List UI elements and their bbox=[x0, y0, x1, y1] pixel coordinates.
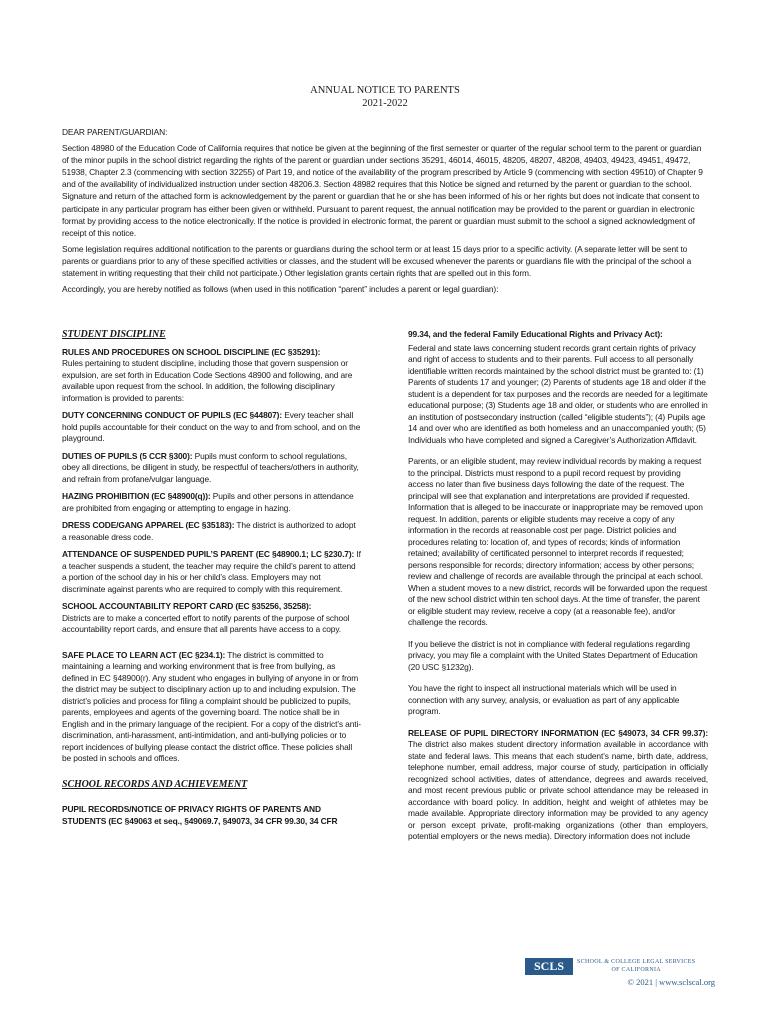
rules-body: Rules pertaining to student discipline, including those that govern suspension or expulsion, are set forth in Education Code Sections 48900 and following, and are available upon request from the school. In addition, the following disciplinary information is provided to parents: bbox=[62, 358, 353, 403]
hazing-body: Pupils and other persons in attendance are prohibited from engaging or attempting to engage in hazing. bbox=[62, 491, 354, 513]
logo-line-1: SCHOOL & COLLEGE LEGAL SERVICES bbox=[577, 959, 696, 965]
directory-info-item bbox=[408, 728, 708, 843]
duties-item bbox=[62, 451, 362, 486]
copyright-text: © 2021 | www.sclscal.org bbox=[627, 977, 715, 987]
sarc-item bbox=[62, 601, 362, 636]
records-access-paragraph: Federal and state laws concerning student records grant certain rights of privacy and right of access to students and to their parents. Full access to all personally identifiable written records maintained by the school district must be granted to: (1) Parents of students 17 and younger; (2) Parents of students age 18 and older if the student is a dependent for tax purposes and the records are needed for a legitimate educational purpose; (3) Students age 18 and older, or students who are enrolled in an institution of postsecondary instruction (called “eligible students”); (4) Pupils age 14 and over who are identified as both homeless and an unaccompanied youth; (5) Individuals who have completed and signed a Caregiver’s Authorization Affidavit. bbox=[408, 342, 708, 445]
safe-place-heading: SAFE PLACE TO LEARN ACT (EC §234.1): bbox=[62, 649, 226, 660]
hazing-item bbox=[62, 491, 362, 514]
rules-item bbox=[62, 347, 362, 405]
duty-item bbox=[62, 410, 362, 445]
pupil-records-heading: PUPIL RECORDS/NOTICE OF PRIVACY RIGHTS OF PARENTS AND STUDENTS (EC §49063 et seq., §49069.7, §49073, 34 CFR 99.30, 34 CFR bbox=[62, 804, 338, 826]
duties-heading: DUTIES OF PUPILS (5 CCR §300): bbox=[62, 450, 193, 461]
sarc-heading: SCHOOL ACCOUNTABILITY REPORT CARD (EC §35256, 35258): bbox=[62, 601, 312, 611]
dress-heading: DRESS CODE/GANG APPAREL (EC §35183): bbox=[62, 520, 235, 530]
left-column bbox=[62, 329, 362, 833]
section-heading-discipline: STUDENT DISCIPLINE bbox=[62, 329, 166, 340]
pupil-records-heading-cont: 99.34, and the federal Family Educational Rights and Privacy Act): bbox=[408, 329, 663, 339]
sarc-body: Districts are to make a concerted effort to notify parents of the purpose of school accountability report cards, and ensure that all parents have access to a copy. bbox=[62, 612, 350, 634]
instructional-materials-paragraph: You have the right to inspect all instructional materials which will be used in connection with any survey, analysis, or evaluation as part of any applicable program. bbox=[408, 683, 680, 716]
scls-logo-text bbox=[577, 958, 695, 974]
right-column bbox=[408, 329, 708, 849]
duty-body: Every teacher shall hold pupils accountable for their conduct on the way to and from school, and on the playground. bbox=[62, 410, 361, 443]
duty-heading: DUTY CONCERNING CONDUCT OF PUPILS (EC §44807): bbox=[62, 410, 283, 420]
title-line: ANNUAL NOTICE TO PARENTS bbox=[310, 85, 460, 96]
hazing-heading: HAZING PROHIBITION (EC §48900(q)): bbox=[62, 491, 211, 501]
intro-section bbox=[62, 126, 710, 299]
document-title bbox=[0, 85, 770, 110]
dress-item bbox=[62, 520, 362, 543]
attendance-body: If a teacher suspends a student, the teacher may require the child’s parent to attend a portion of the school day in his or her child’s class. Employers may not discriminate against parents who are required to comply with this requirement. bbox=[62, 549, 361, 594]
footer-logo-block bbox=[525, 958, 715, 988]
records-review-paragraph: Parents, or an eligible student, may review individual records by making a request to the principal. Districts must respond to a pupil record request by providing access no later than five business days following the date of the request. The principal will see that explanation and interpretations are provided if requested. Information that is alleged to be inaccurate or inappropriate may be removed upon request. In addition, parents or eligible students may receive a copy of any information in the records at reasonable cost per page. District policies and procedures relating to: location of, and types of records; kinds of information retained; availability of certificated personnel to interpret records if requested; persons responsible for records; directory information; access by other persons; review and challenge of records are available through the principal at each school. When a student moves to a new district, records will be forwarded upon the request of the new school district within ten school days. At the time of transfer, the parent or eligible student may review, receive a copy (at a reasonable fee), and/or challenge the records. bbox=[408, 456, 708, 627]
rules-heading: RULES AND PROCEDURES ON SCHOOL DISCIPLINE (EC §35291): bbox=[62, 346, 321, 357]
safe-place-body: The district is committed to maintaining a learning and working environment that is free from bullying, as defined in EC §48900(r). Any student who engages in bullying of anyone in or from the district may be subject to disciplinary action up to and including expulsion. The district’s policies and process for filing a complaint should be publicized to pupils, parents, employees and agents of the governing board. The notice shall be in English and in the primary language of the recipient. For a copy of the district’s anti-discrimination, anti-harassment, anti-intimidation, and anti-bullying policies or to report incidences of bullying please contact the district office. These policies shall be posted in schools and offices. bbox=[62, 649, 361, 763]
dress-body: The district is authorized to adopt a reasonable dress code. bbox=[62, 520, 356, 542]
attendance-heading: ATTENDANCE OF SUSPENDED PUPIL’S PARENT (EC §48900.1; LC §230.7): bbox=[62, 549, 355, 559]
intro-paragraph-2: Some legislation requires additional notification to the parents or guardians during the school term or at least 15 days prior to a specific activity. (A separate letter will be sent to parents or guardians prior to any of these specified activities or classes, and the student will be excused whenever the parents or guardians file with the principal of the school a statement in writing requesting that their child not participate.) Other legislation grants certain rights that are spelled out in this form. bbox=[62, 243, 692, 279]
scls-logo: SCLS bbox=[525, 958, 573, 975]
salutation: DEAR PARENT/GUARDIAN: bbox=[62, 127, 168, 137]
attendance-item bbox=[62, 549, 362, 595]
intro-paragraph-3: Accordingly, you are hereby notified as follows (when used in this notification “parent” includes a parent or legal guardian): bbox=[62, 284, 499, 295]
logo-line-2: OF CALIFORNIA bbox=[611, 967, 661, 973]
section-heading-records: SCHOOL RECORDS AND ACHIEVEMENT bbox=[62, 778, 248, 790]
records-complaint-paragraph: If you believe the district is not in compliance with federal regulations regarding privacy, you may file a complaint with the United States Department of Education (20 USC §1232g). bbox=[408, 638, 698, 672]
directory-info-heading: RELEASE OF PUPIL DIRECTORY INFORMATION (EC §49073, 34 CFR 99.37): bbox=[408, 727, 708, 738]
intro-paragraph-1: Section 48980 of the Education Code of California requires that notice be given at the beginning of the first semester or quarter of the regular school term to the parent or guardian of the minor pupils in the school district regarding the rights of the parent or guardian under sections 35291, 46014, 46015, 48205, 48207, 48208, 49403, 49423, 49451, 49472, 51938, Chapter 2.3 (commencing with section 32255) of Part 19, and notice of the availability of the program prescribed by Article 9 (commencing with section 49510) of Chapter 9 and of the availability of individualized instruction under section 48206.3. Section 48982 requires that this Notice be signed and returned by the parent or guardian to the school. Signature and return of the attached form is acknowledgement by the parent or guardian that he or she has been informed of his or her rights but does not indicate that consent to participate in any particular program has either been given or withheld. Pursuant to parent request, the annual notification may be provided to the parent or guardian in electronic format by providing access to the notice electronically. If the notice is provided in electronic format, the parent or guardian must submit to the school a signed acknowledgment of receipt of this notice. bbox=[62, 143, 703, 238]
duties-body: Pupils must conform to school regulations, obey all directions, be diligent in study, be respectful of teachers/others in authority, and refrain from profane/vulgar language. bbox=[62, 450, 359, 484]
directory-info-body: The district also makes student directory information available in accordance with state and federal laws. This means that each student’s name, birth date, address, telephone number, email address, major course of study, participation in officially recognized school activities, dates of attendance, degrees and awards received, and most recent previous public or private school attendance may be released in accordance with board policy. In addition, height and weight of athletes may be made available. Appropriate directory information may be provided to any agency or person except private, profit-making organizations (other than employers, potential employers or the news media). Directory information does not include bbox=[408, 739, 708, 841]
title-year: 2021-2022 bbox=[362, 97, 408, 109]
safe-place-item bbox=[62, 650, 362, 765]
